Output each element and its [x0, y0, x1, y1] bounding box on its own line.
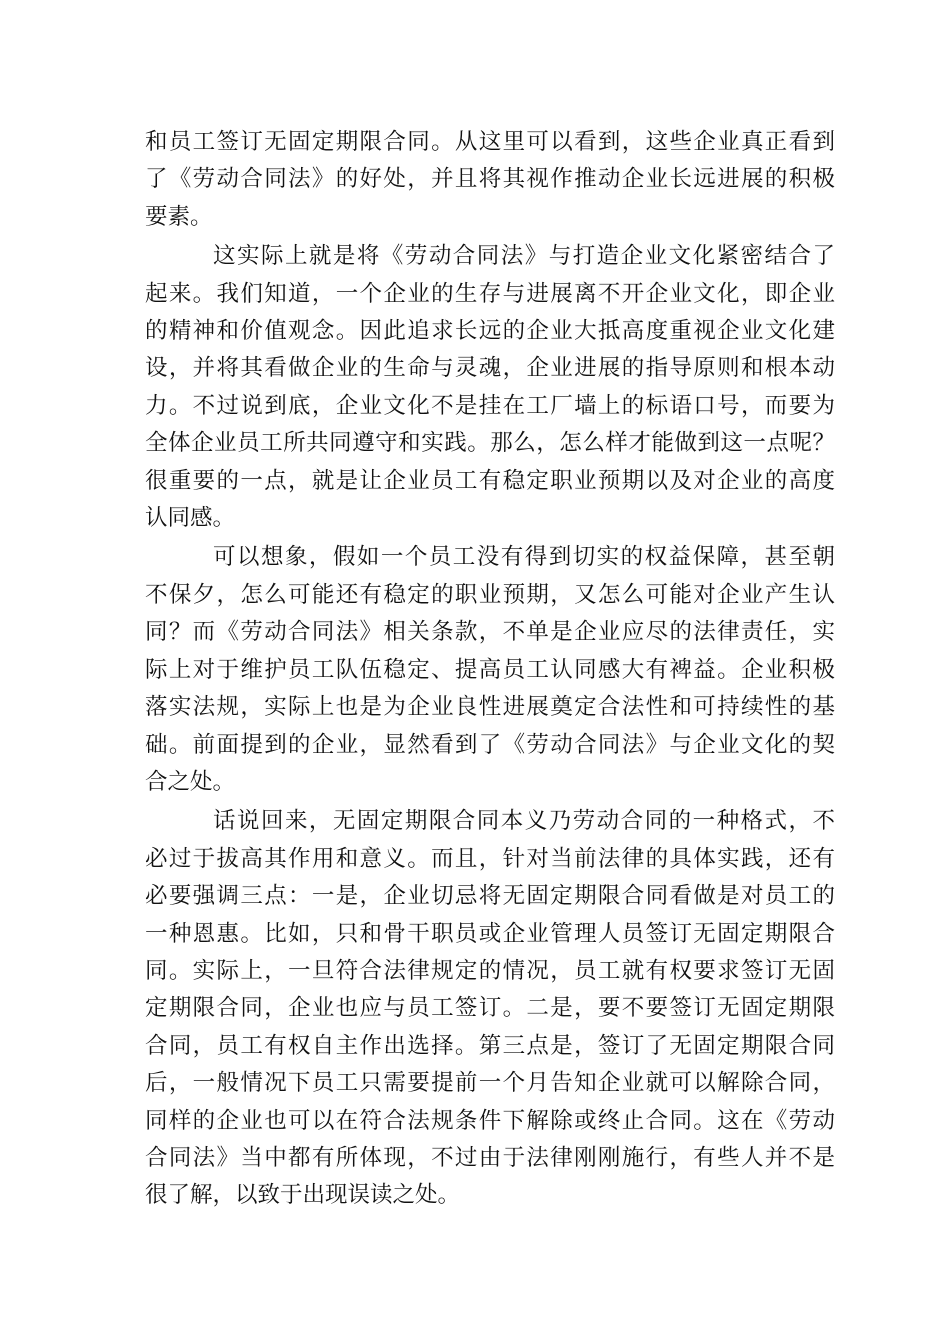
paragraph-line: 际上对于维护员工队伍稳定、提高员工认同感大有裨益。企业积极 — [145, 656, 835, 683]
paragraph-line: 了《劳动合同法》的好处，并且将其视作推动企业长远进展的积极 — [145, 166, 835, 193]
paragraph-line: 后，一般情况下员工只需要提前一个月告知企业就可以解除合同， — [145, 1070, 835, 1097]
paragraph-line: 同？而《劳动合同法》相关条款，不单是企业应尽的法律责任，实 — [145, 619, 835, 646]
paragraph-line: 合同法》当中都有所体现，不过由于法律刚刚施行，有些人并不是 — [145, 1144, 835, 1171]
paragraph-line: 很了解，以致于出现误读之处。 — [145, 1182, 461, 1209]
paragraph-line: 认同感。 — [145, 505, 236, 532]
paragraph-line: 的精神和价值观念。因此追求长远的企业大抵高度重视企业文化建 — [145, 318, 835, 345]
paragraph-line: 话说回来，无固定期限合同本义乃劳动合同的一种格式，不 — [213, 808, 835, 835]
paragraph-line: 要素。 — [145, 203, 213, 230]
paragraph-line: 不保夕，怎么可能还有稳定的职业预期，又怎么可能对企业产生认 — [145, 581, 835, 608]
paragraph-line: 础。前面提到的企业，显然看到了《劳动合同法》与企业文化的契 — [145, 731, 835, 758]
paragraph-line: 全体企业员工所共同遵守和实践。那么，怎么样才能做到这一点呢？ — [145, 430, 835, 457]
paragraph-line: 落实法规，实际上也是为企业良性进展奠定合法性和可持续性的基 — [145, 694, 835, 721]
paragraph-3 — [145, 539, 835, 801]
paragraph-line: 同。实际上，一旦符合法律规定的情况，员工就有权要求签订无固 — [145, 957, 835, 984]
paragraph-1 — [145, 124, 835, 236]
paragraph-line: 必要强调三点：一是，企业切忌将无固定期限合同看做是对员工的 — [145, 883, 835, 910]
paragraph-line: 合同，员工有权自主作出选择。第三点是，签订了无固定期限合同 — [145, 1032, 835, 1059]
paragraph-line: 定期限合同，企业也应与员工签订。二是，要不要签订无固定期限 — [145, 995, 835, 1022]
paragraph-line: 很重要的一点，就是让企业员工有稳定职业预期以及对企业的高度 — [145, 467, 835, 494]
paragraph-line: 设，并将其看做企业的生命与灵魂，企业进展的指导原则和根本动 — [145, 355, 835, 382]
paragraph-2 — [145, 238, 835, 537]
document-body — [145, 124, 835, 1217]
paragraph-line: 起来。我们知道，一个企业的生存与进展离不开企业文化，即企业 — [145, 280, 835, 307]
paragraph-line: 一种恩惠。比如，只和骨干职员或企业管理人员签订无固定期限合 — [145, 920, 835, 947]
paragraph-line: 合之处。 — [145, 768, 236, 795]
paragraph-4 — [145, 803, 835, 1214]
paragraph-line: 和员工签订无固定期限合同。从这里可以看到，这些企业真正看到 — [145, 129, 835, 155]
paragraph-line: 同样的企业也可以在符合法规条件下解除或终止合同。这在《劳动 — [145, 1107, 835, 1134]
paragraph-line: 可以想象，假如一个员工没有得到切实的权益保障，甚至朝 — [213, 544, 835, 571]
paragraph-line: 必过于拔高其作用和意义。而且，针对当前法律的具体实践，还有 — [145, 845, 835, 872]
paragraph-line: 这实际上就是将《劳动合同法》与打造企业文化紧密结合了 — [213, 243, 835, 270]
paragraph-line: 力。不过说到底，企业文化不是挂在工厂墙上的标语口号，而要为 — [145, 392, 835, 419]
